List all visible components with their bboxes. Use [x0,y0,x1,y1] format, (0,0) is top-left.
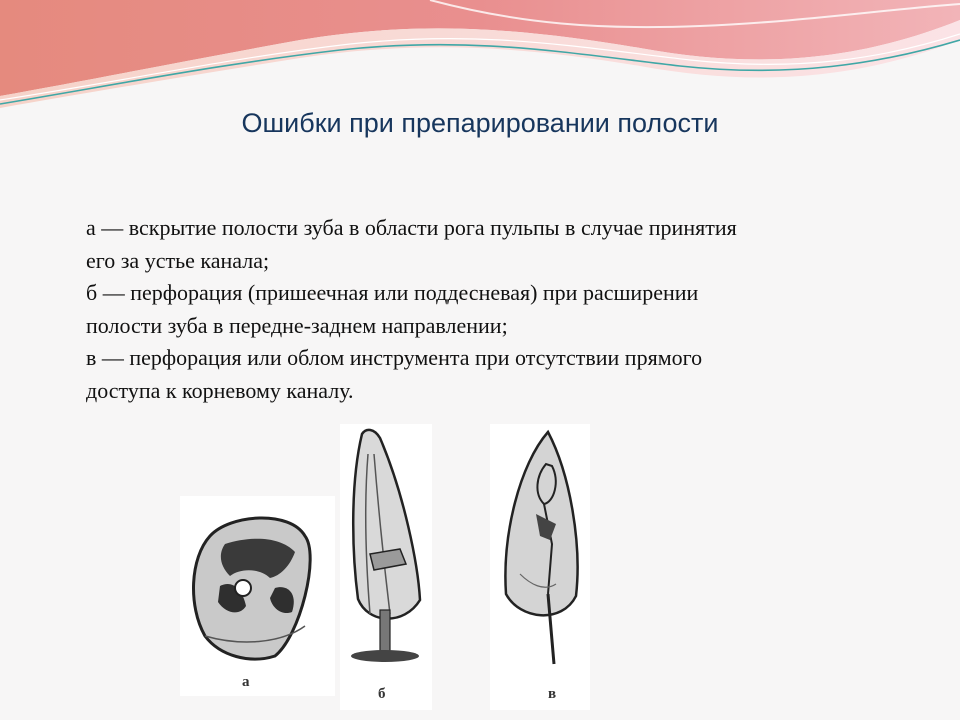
decorative-wave-banner [0,0,960,120]
figure-c [490,424,590,710]
description-line: в — перфорация или облом инструмента при отсутствии прямого [86,345,703,370]
description-text [86,212,906,407]
description-line: полости зуба в передне-заднем направлении; [86,312,508,338]
tooth-occlusal-view-icon [180,496,335,666]
figure-a-label: а [242,674,250,690]
description-line: доступа к корневому каналу. [86,377,354,403]
figure-b-label: б [378,686,386,702]
description-line: б — перфорация (пришеечная или поддесневая) при расширении [86,280,699,305]
description-line: а — вскрытие полости зуба в области рога пульпы в случае принятия [86,215,737,240]
tooth-perforation-icon [340,424,432,674]
tooth-broken-instrument-icon [490,424,590,674]
figure-c-label: в [548,686,557,702]
figure-b [340,424,432,710]
figure-a [180,496,335,696]
slide-title: Ошибки при препарировании полости [241,108,719,138]
description-line: его за устье канала; [86,247,270,273]
